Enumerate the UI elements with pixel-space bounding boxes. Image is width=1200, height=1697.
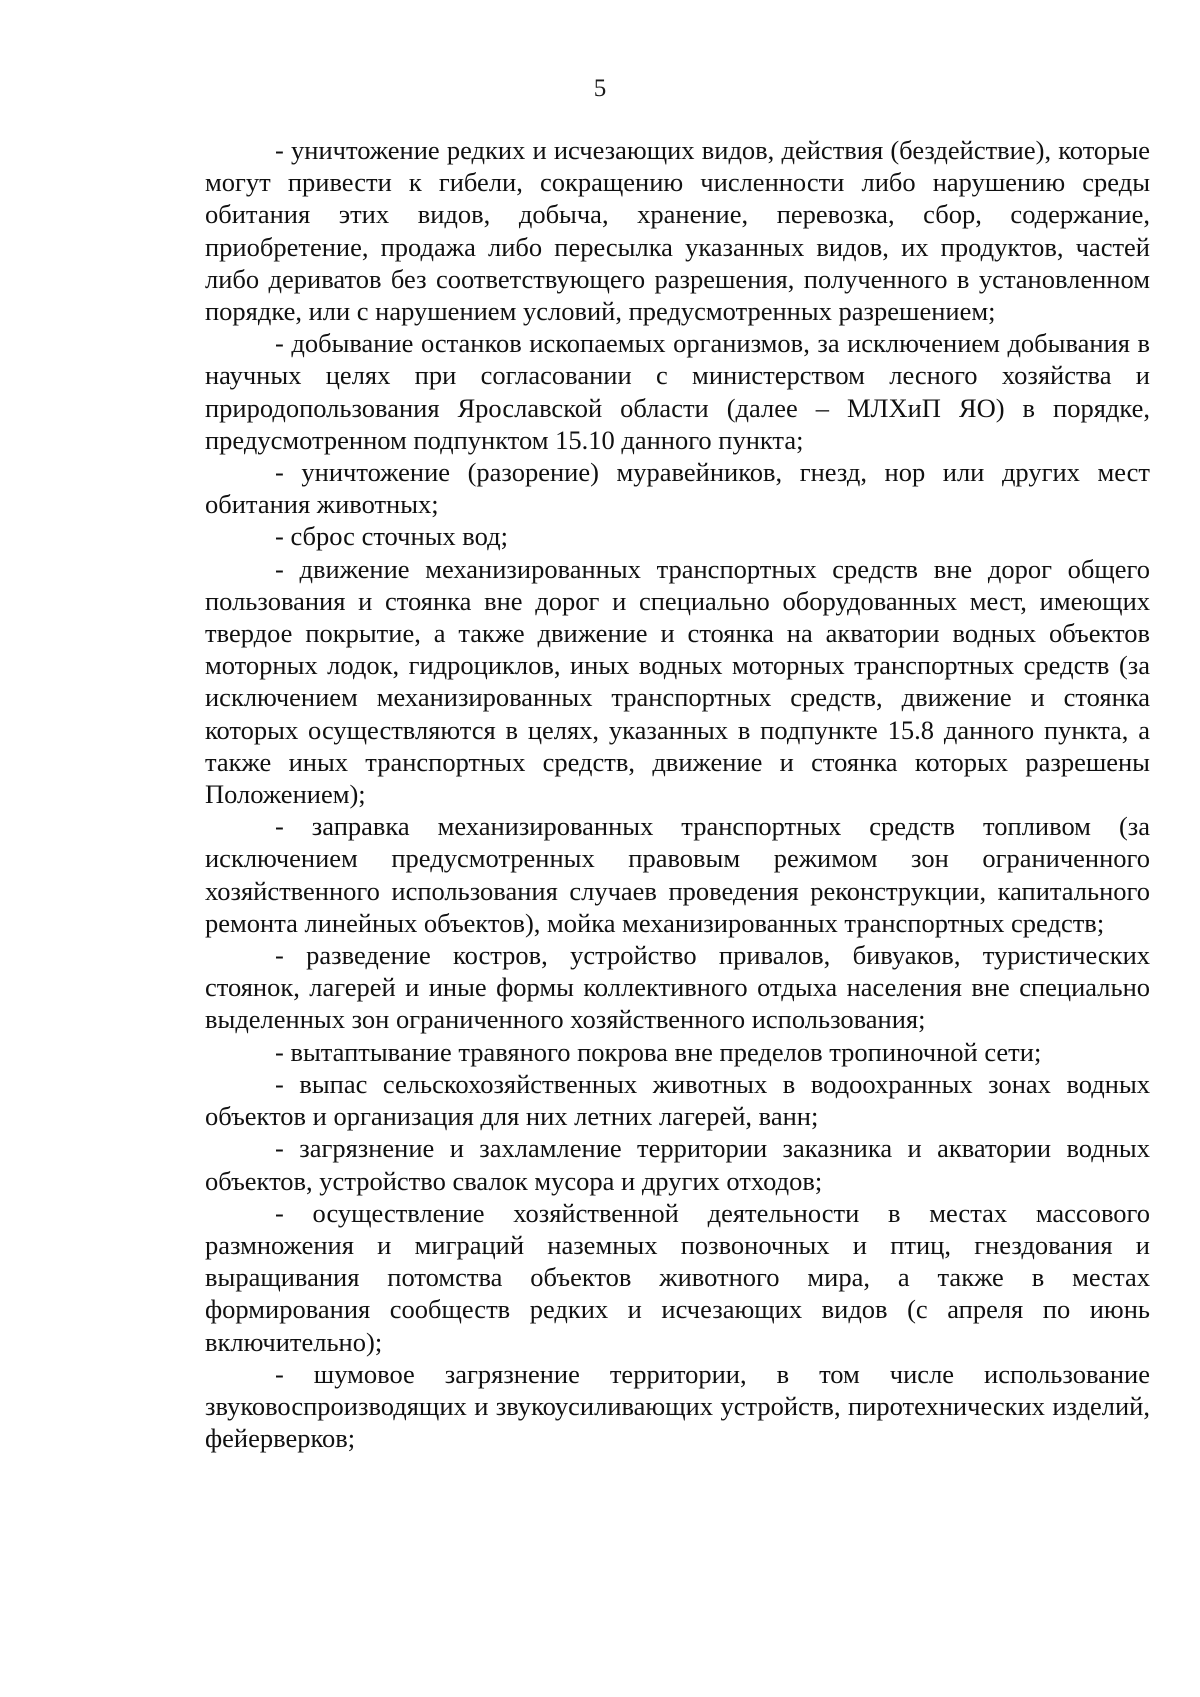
paragraph-refueling: - заправка механизированных транспортных средств топливом (за исключением предусмотренных правовым режимом зон ограниченного хозяйственного использования случаев проведения реконструкции, капитального ремонта линейных объектов), мойка механизированных транспортных средств; (205, 811, 1150, 938)
paragraph-grazing: - выпас сельскохозяйственных животных в водоохранных зонах водных объектов и организация для них летних лагерей, ванн; (205, 1068, 1150, 1132)
paragraph-trampling: - вытаптывание травяного покрова вне пределов тропиночной сети; (275, 1036, 1042, 1067)
document-body (205, 134, 1150, 1454)
paragraph-noise: - шумовое загрязнение территории, в том числе использование звуковоспроизводящих и звукоусиливающих устройств, пиротехнических изделий, фейерверков; (205, 1358, 1150, 1454)
paragraph-anthills: - уничтожение (разорение) муравейников, гнезд, нор или других мест обитания животных; (205, 457, 1150, 520)
paragraph-pollution: - загрязнение и захламление территории заказника и акватории водных объектов, устройство свалок мусора и других отходов; (205, 1133, 1150, 1196)
paragraph-rare-species: - уничтожение редких и исчезающих видов, действия (бездействие), которые могут привести к гибели, сокращению численности либо нарушению среды обитания этих видов, добыча, хранение, перевозка, сбор, содержание, приобретение, продажа либо пересылка указанных видов, их продуктов, частей либо дериватов без соответствующего разрешения, полученного в установленном порядке, или с нарушением условий, предусмотренных разрешением; (205, 135, 1150, 327)
page-number: 5 (593, 75, 607, 102)
paragraph-campfires: - разведение костров, устройство привалов, бивуаков, туристических стоянок, лагерей и иные формы коллективного отдыха населения вне специально выделенных зон ограниченного хозяйственного использования; (205, 940, 1150, 1035)
paragraph-wastewater: - сброс сточных вод; (275, 521, 508, 552)
paragraph-economic-activity: - осуществление хозяйственной деятельности в местах массового размножения и миграций наземных позвоночных и птиц, гнездования и выращивания потомства объектов животного мира, а также в местах формирования сообществ редких и исчезающих видов (с апреля по июнь включительно); (205, 1197, 1150, 1357)
paragraph-vehicle-movement: - движение механизированных транспортных средств вне дорог общего пользования и стоянка вне дорог и специально оборудованных мест, имеющих твердое покрытие, а также движение и стоянка на акватории водных объектов моторных лодок, гидроциклов, иных водных моторных транспортных средств (за исключением механизированных транспортных средств, движение и стоянка которых осуществляются в целях, указанных в подпункте 15.8 данного пункта, а также иных транспортных средств, движение и стоянка которых разрешены Положением); (205, 553, 1150, 810)
paragraph-fossils: - добывание останков ископаемых организмов, за исключением добывания в научных целях при согласовании с министерством лесного хозяйства и природопользования Ярославской области (далее – МЛХиП ЯО) в порядке, предусмотренном подпунктом 15.10 данного пункта; (205, 328, 1150, 455)
